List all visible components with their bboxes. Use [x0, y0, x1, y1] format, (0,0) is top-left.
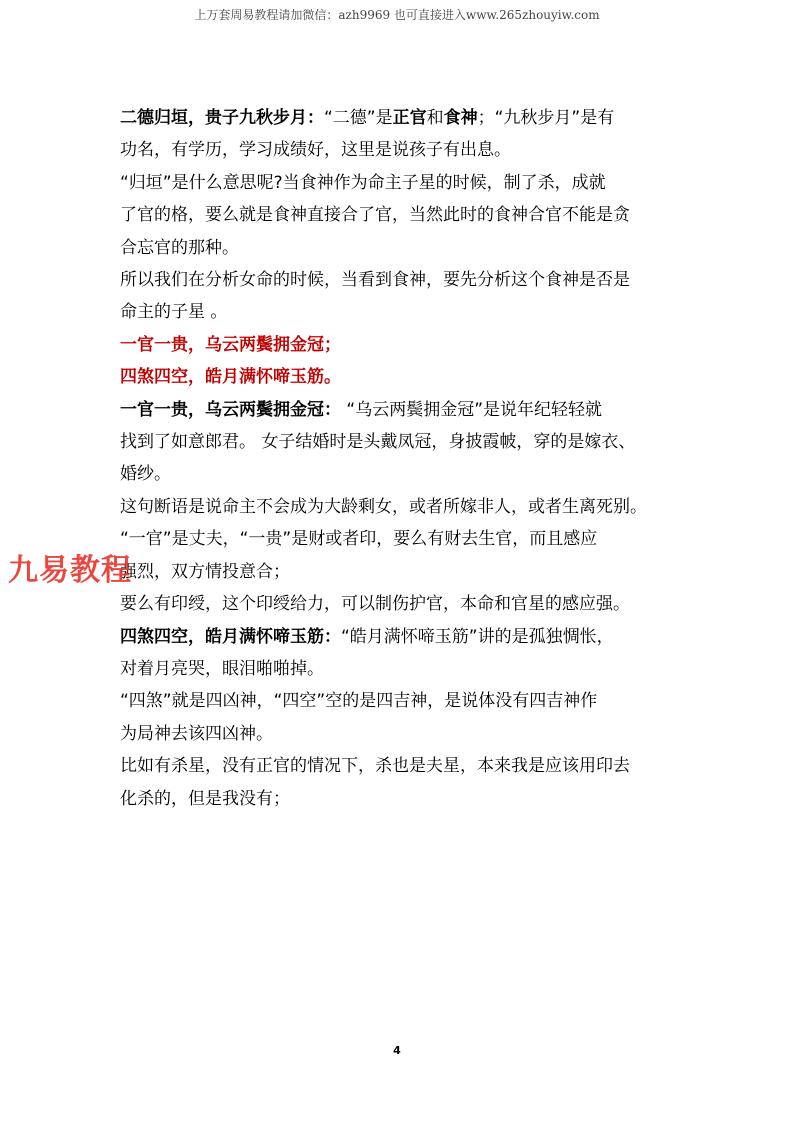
page-header-ad: 上万套周易教程请加微信：azh9969 也可直接进入www.265zhouyiw.com — [194, 8, 600, 22]
paragraph-line: 化杀的，但是我没有； — [120, 788, 290, 809]
bold-heading: 四煞四空，皓月满怀啼玉筋： — [120, 626, 341, 647]
text-span: “二德”是 — [324, 108, 393, 128]
page-number: 4 — [393, 1044, 401, 1057]
paragraph-line — [120, 394, 680, 426]
text-span: “皓月满怀啼玉筋”讲的是孤独惆怅， — [341, 626, 614, 647]
paragraph-line: 了官的格，要么就是食神直接合了官，当然此时的食神合官不能是贪 — [120, 205, 630, 226]
paragraph-line — [120, 621, 680, 653]
bold-term: 食神 — [443, 108, 478, 128]
paragraph-line: “四煞”就是四凶神，“四空”空的是四吉神，是说体没有四吉神作 — [120, 691, 598, 712]
bold-heading: 一官一贵，乌云两鬓拥金冠： — [120, 399, 341, 420]
paragraph-line: 要么有印绶，这个印绶给力，可以制伤护官，本命和官星的感应强。 — [120, 594, 630, 615]
paragraph-line: “归垣”是什么意思呢?当食神作为命主子星的时候，制了杀，成就 — [120, 172, 606, 193]
text-span: ；“九秋步月”是有 — [477, 108, 615, 128]
paragraph-line: 这句断语是说命主不会成为大龄剩女，或者所嫁非人，或者生离死别。 — [120, 496, 647, 517]
text-span: “乌云两鬓拥金冠”是说年纪轻轻就 — [341, 399, 603, 420]
paragraph-line: “一官”是丈夫，“一贵”是财或者印，要么有财去生官，而且感应 — [120, 529, 598, 550]
bold-heading: 二德归垣，贵子九秋步月： — [120, 108, 324, 128]
paragraph-line — [120, 102, 680, 134]
paragraph-line: 找到了如意郎君。 女子结婚时是头戴凤冠，身披霞帔，穿的是嫁衣、 — [120, 432, 636, 453]
text-span: 和 — [426, 108, 444, 128]
bold-term: 正官 — [392, 108, 427, 128]
paragraph-line: 婚纱。 — [120, 464, 171, 485]
paragraph-line: 对着月亮哭，眼泪啪啪掉。 — [120, 658, 324, 679]
red-verse-line: 一官一贵，乌云两鬓拥金冠； — [120, 334, 341, 355]
paragraph-line: 比如有杀星，没有正官的情况下，杀也是夫星，本来我是应该用印去 — [120, 756, 630, 777]
paragraph-line: 强烈，双方情投意合； — [120, 561, 290, 582]
paragraph-line: 为局神去该四凶神。 — [120, 723, 273, 744]
paragraph-line: 命主的子星 。 — [120, 302, 228, 323]
red-verse-line: 四煞四空，皓月满怀啼玉筋。 — [120, 367, 341, 388]
document-body — [120, 102, 680, 815]
paragraph-line: 合忘官的那种。 — [120, 237, 239, 258]
paragraph-line: 功名，有学历，学习成绩好，这里是说孩子有出息。 — [120, 140, 511, 161]
watermark-logo: 九易教程 — [8, 553, 132, 588]
paragraph-line: 所以我们在分析女命的时候，当看到食神，要先分析这个食神是否是 — [120, 270, 630, 291]
